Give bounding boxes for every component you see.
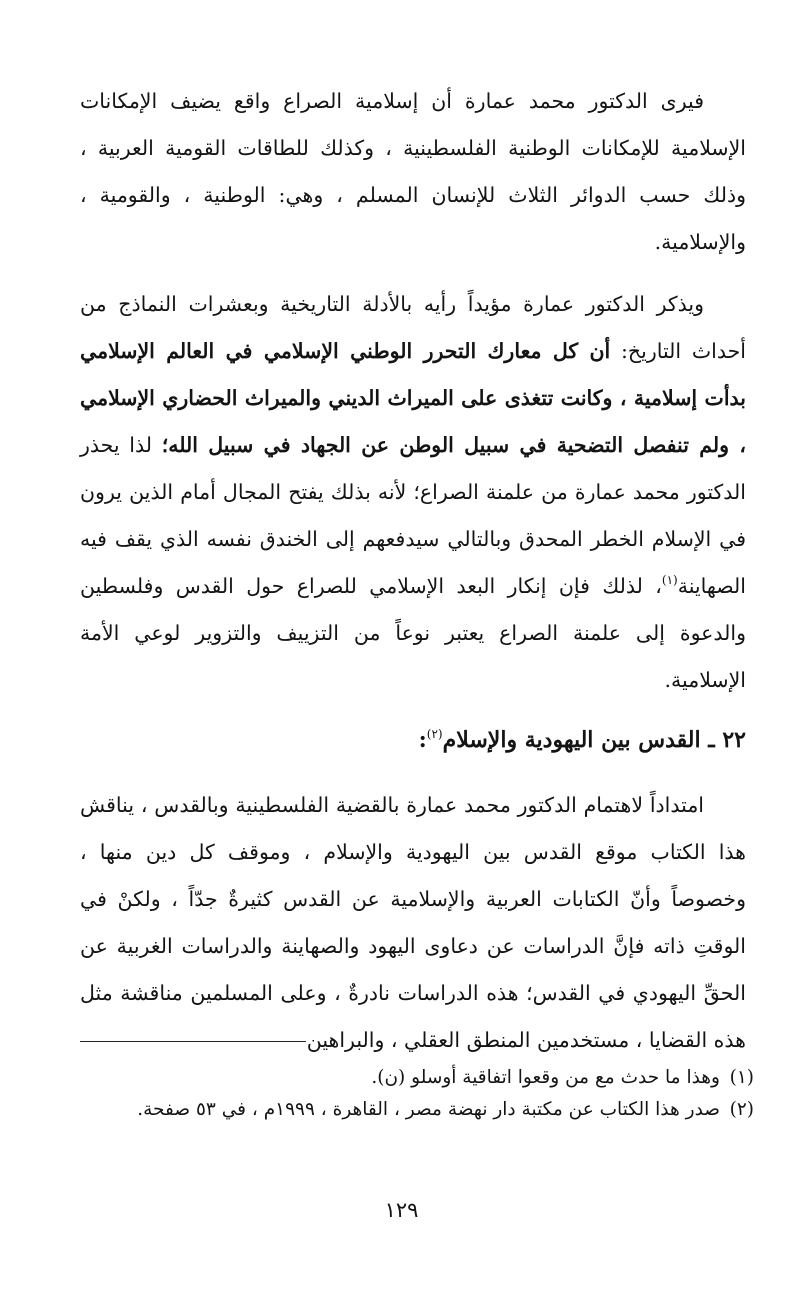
footnote-text: وهذا ما حدث مع من وقعوا اتفاقية أوسلو (ن). [371, 1067, 720, 1088]
paragraph-2-bold-quote: أن كل معارك التحرر الوطني الإسلامي في العالم الإسلامي بدأت إسلامية ، وكانت تتغذى على الميراث الديني والميراث الحضاري الإسلامي ، ولم تنفصل التضحية في سبيل الوطن عن الجهاد في سبيل الله؛ [80, 339, 746, 457]
paragraph-3-text: امتداداً لاهتمام الدكتور محمد عمارة بالقضية الفلسطينية وبالقدس ، يناقش هذا الكتاب موقع القدس بين اليهودية والإسلام ، وموقف كل دين منها ، وخصوصاً وأنّ الكتابات العربية والإسلامية عن القدس كثيرةٌ جدّاً ، ولكنْ في الوقتِ ذاته فإنَّ الدراسات عن دعاوى اليهود والصهاينة والدراسات الغربية عن الحقِّ اليهودي في القدس؛ هذه الدراسات نادرةٌ ، وعلى المسلمين مناقشة مثل هذه القضايا ، مستخدمين المنطق العقلي ، والبراهين [80, 793, 746, 1052]
footnote-item [80, 1094, 754, 1126]
footnote-item [80, 1062, 754, 1094]
paragraph-2-start: ويذكر الدكتور عمارة مؤيداً رأيه بالأدلة التاريخية وبعشرات النماذج من أحداث التاريخ: [80, 292, 746, 363]
footnote-ref-1: (١) [661, 573, 678, 587]
paragraph-2 [80, 281, 746, 704]
paragraph-1 [80, 78, 746, 266]
footnote-divider [80, 1041, 306, 1042]
footnote-ref-2: (٢) [426, 727, 443, 741]
page-number: ١٢٩ [384, 1198, 419, 1222]
footnote-text: صدر هذا الكتاب عن مكتبة دار نهضة مصر ، القاهرة ، ١٩٩٩م ، في ٥٣ صفحة. [137, 1099, 720, 1120]
paragraph-2-end: ، لذلك فإن إنكار البعد الإسلامي للصراع حول القدس وفلسطين والدعوة إلى علمنة الصراع يعتبر نوعاً من التزييف والتزوير لوعي الأمة الإسلامية. [80, 574, 746, 692]
section-heading [80, 720, 746, 760]
paragraph-gap [80, 266, 746, 281]
paragraph-2-middle: لذا يحذر الدكتور محمد عمارة من علمنة الصراع؛ لأنه بذلك يفتح المجال أمام الذين يرون في الإسلام الخطر المحدق وبالتالي سيدفعهم إلى الخندق نفسه الذي يقف فيه الصهاينة [80, 433, 746, 598]
footnote-number: (٢) [729, 1099, 754, 1120]
section-heading-text: ٢٢ ـ القدس بين اليهودية والإسلام [442, 727, 746, 753]
paragraph-1-text: فيرى الدكتور محمد عمارة أن إسلامية الصراع واقع يضيف الإمكانات الإسلامية للإمكانات الوطنية الفلسطينية ، وكذلك للطاقات القومية العربية ، وذلك حسب الدوائر الثلاث للإنسان المسلم ، وهي: الوطنية ، والقومية ، والإسلامية. [80, 89, 746, 254]
section-heading-colon: : [418, 727, 427, 753]
footnote-number: (١) [729, 1067, 754, 1088]
page-body [80, 78, 746, 1064]
paragraph-3 [80, 782, 746, 1064]
footnotes [80, 1062, 754, 1126]
